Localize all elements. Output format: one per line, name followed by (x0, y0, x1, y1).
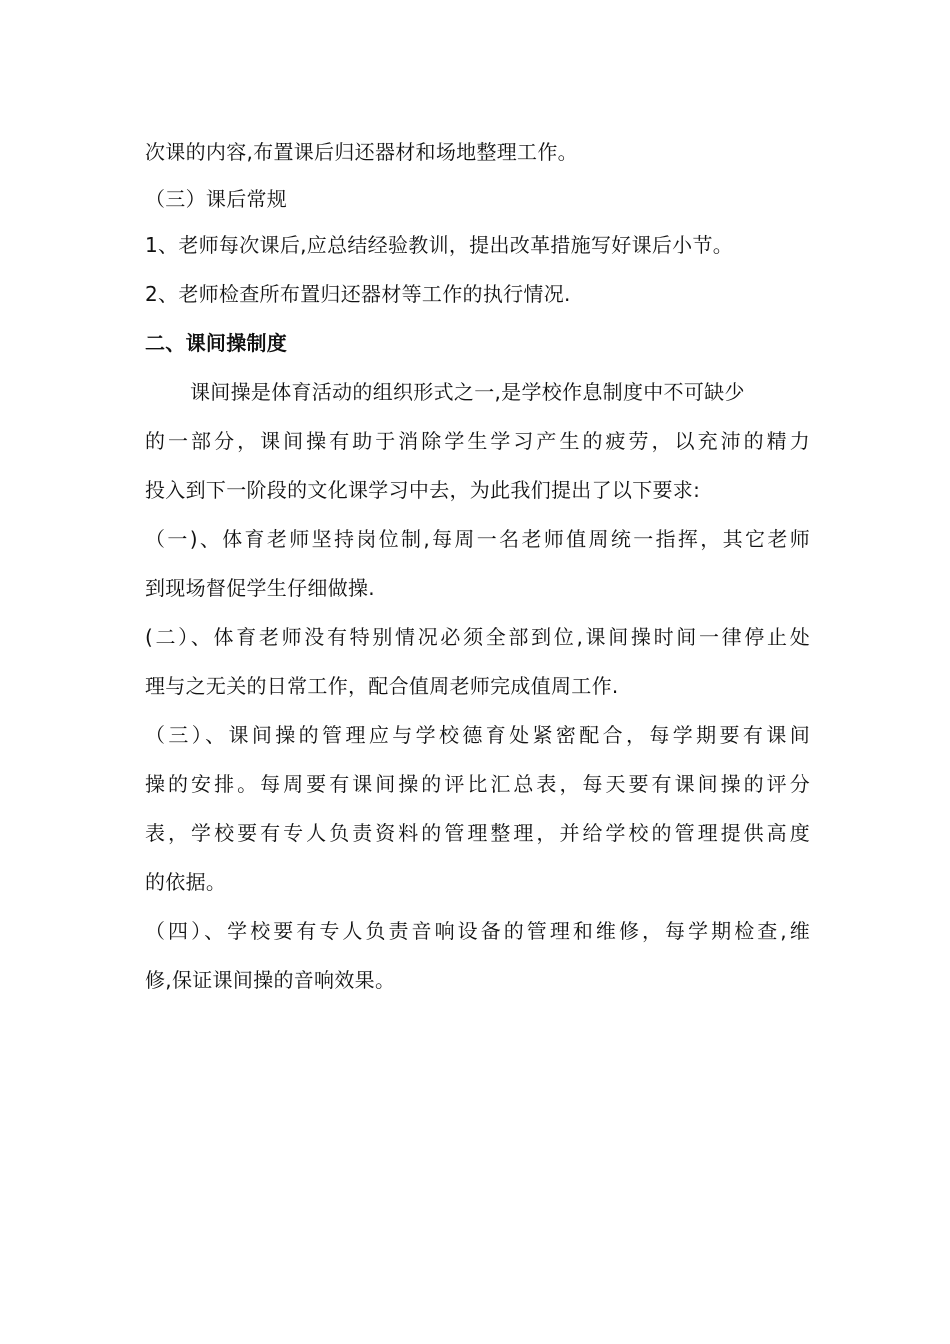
requirement-2-line: (二）、体育老师没有特别情况必须全部到位,课间操时间一律停止处 (145, 625, 810, 649)
requirement-3-line: 操的安排。每周要有课间操的评比汇总表，每天要有课间操的评分 (145, 772, 810, 796)
section-heading-exercise-system: 二、课间操制度 (145, 331, 288, 355)
requirement-4-line: （四）、学校要有专人负责音响设备的管理和维修，每学期检查,维 (145, 919, 810, 943)
requirement-3-line: （三）、课间操的管理应与学校德育处紧密配合，每学期要有课间 (145, 723, 810, 747)
list-item-1: 1、老师每次课后,应总结经验教训，提出改革措施写好课后小节。 (145, 233, 734, 257)
paragraph-line: 课间操是体育活动的组织形式之一,是学校作息制度中不可缺少 (190, 380, 745, 404)
subsection-heading-after-class: （三）课后常规 (145, 187, 288, 211)
paragraph-line: 投入到下一阶段的文化课学习中去，为此我们提出了以下要求: (145, 478, 701, 502)
requirement-3-line: 表，学校要有专人负责资料的管理整理，并给学校的管理提供高度 (145, 821, 810, 845)
document-body (145, 128, 810, 1005)
paragraph-continuation-line: 次课的内容,布置课后归还器材和场地整理工作。 (145, 140, 578, 164)
requirement-3-line: 的依据。 (145, 870, 227, 894)
requirement-1-line: 到现场督促学生仔细做操. (145, 576, 375, 600)
list-item-2: 2、老师检查所布置归还器材等工作的执行情况. (145, 282, 571, 306)
requirement-4-line: 修,保证课间操的音响效果。 (145, 968, 396, 992)
requirement-1-line: （一)、体育老师坚持岗位制,每周一名老师值周统一指挥，其它老师 (145, 527, 810, 551)
paragraph-line: 的一部分，课间操有助于消除学生学习产生的疲劳，以充沛的精力 (145, 429, 810, 453)
requirement-2-line: 理与之无关的日常工作，配合值周老师完成值周工作. (145, 674, 619, 698)
